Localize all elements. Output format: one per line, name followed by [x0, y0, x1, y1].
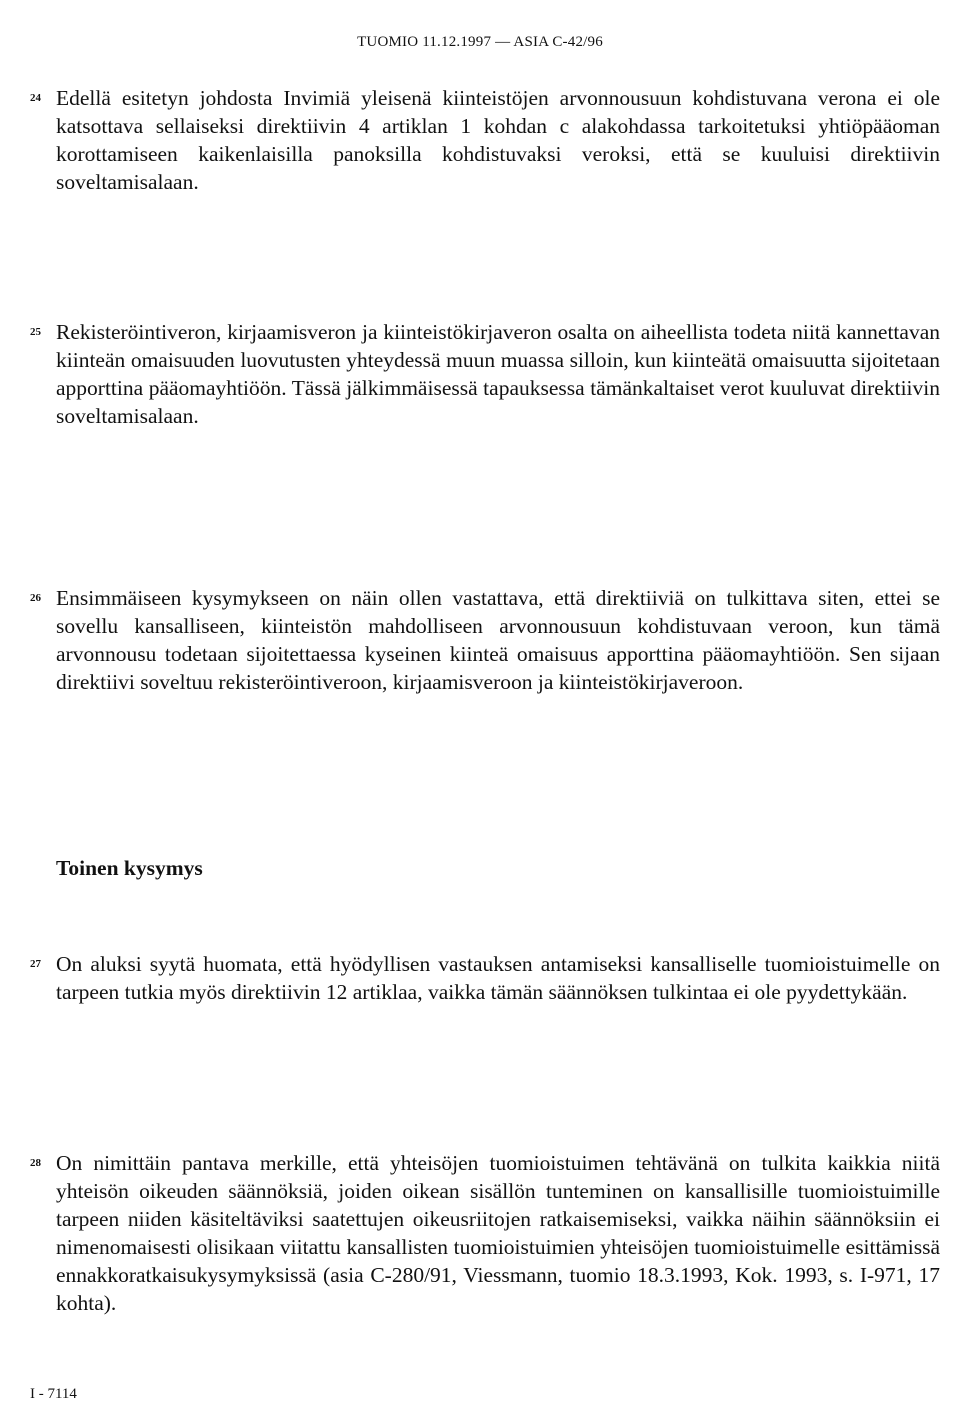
- paragraph-text: Rekisteröintiveron, kirjaamisveron ja kiinteistökirjaveron osalta on aiheellista todeta niitä kannettavan kiinteän omaisuuden luovutusten yhteydessä muun muassa silloin, kun kiinteätä omaisuutta sijoitetaan apporttina pääomayhtiöön. Tässä jälkimmäisessä tapauksessa tämänkaltaiset verot kuuluvat direktiivin soveltamisalaan.: [56, 320, 940, 428]
- page-header: TUOMIO 11.12.1997 — ASIA C-42/96: [357, 34, 603, 50]
- paragraph-number: 25: [30, 326, 41, 338]
- paragraph-number: 24: [30, 92, 41, 104]
- paragraph-text: Edellä esitetyn johdosta Invimiä yleisenä kiinteistöjen arvonnousuun kohdistuvana verona ei ole katsottava sellaiseksi direktiivin 4 artiklan 1 kohdan c alakohdassa tarkoitetuksi yhtiöpääoman korottamiseen kaikenlaisilla panoksilla kohdistuvaksi veroksi, että se kuuluisi direktiivin soveltamisalaan.: [56, 86, 940, 194]
- paragraph-number: 27: [30, 958, 41, 970]
- paragraph-number: 26: [30, 592, 41, 604]
- page-number: I - 7114: [30, 1386, 77, 1402]
- paragraph-number: 28: [30, 1157, 41, 1169]
- paragraph-text: On aluksi syytä huomata, että hyödyllisen vastauksen antamiseksi kansalliselle tuomioistuimelle on tarpeen tutkia myös direktiivin 12 artiklaa, vaikka tämän säännöksen tulkintaa ei ole pyydettykään.: [56, 952, 940, 1004]
- paragraph-text: On nimittäin pantava merkille, että yhteisöjen tuomioistuimen tehtävänä on tulkita kaikkia niitä yhteisön oikeuden säännöksiä, joiden oikean sisällön tunteminen on kansallisille tuomioistuimille tarpeen niiden käsiteltäviksi saatettujen oikeusriitojen ratkaisemiseksi, vaikka näihin säännöksiin ei nimenomaisesti olisikaan viitattu kansallisten tuomioistuimien yhteisöjen tuomioistuimelle esittämissä ennakkoratkaisukysymyksissä (asia C-280/91, Viessmann, tuomio 18.3.1993, Kok. 1993, s. I-971, 17 kohta).: [56, 1151, 940, 1315]
- paragraph-text: Ensimmäiseen kysymykseen on näin ollen vastattava, että direktiiviä on tulkittava siten, ettei se sovellu kansalliseen, kiinteistön mahdolliseen arvonnousuun kohdistuvaan veroon, kun tämä arvonnousu todetaan sijoitettaessa kyseinen kiinteä omaisuus apporttina pääomayhtiöön. Sen sijaan direktiivi soveltuu rekisteröintiveroon, kirjaamisveroon ja kiinteistökirjaveroon.: [56, 586, 940, 694]
- section-heading: Toinen kysymys: [56, 856, 203, 880]
